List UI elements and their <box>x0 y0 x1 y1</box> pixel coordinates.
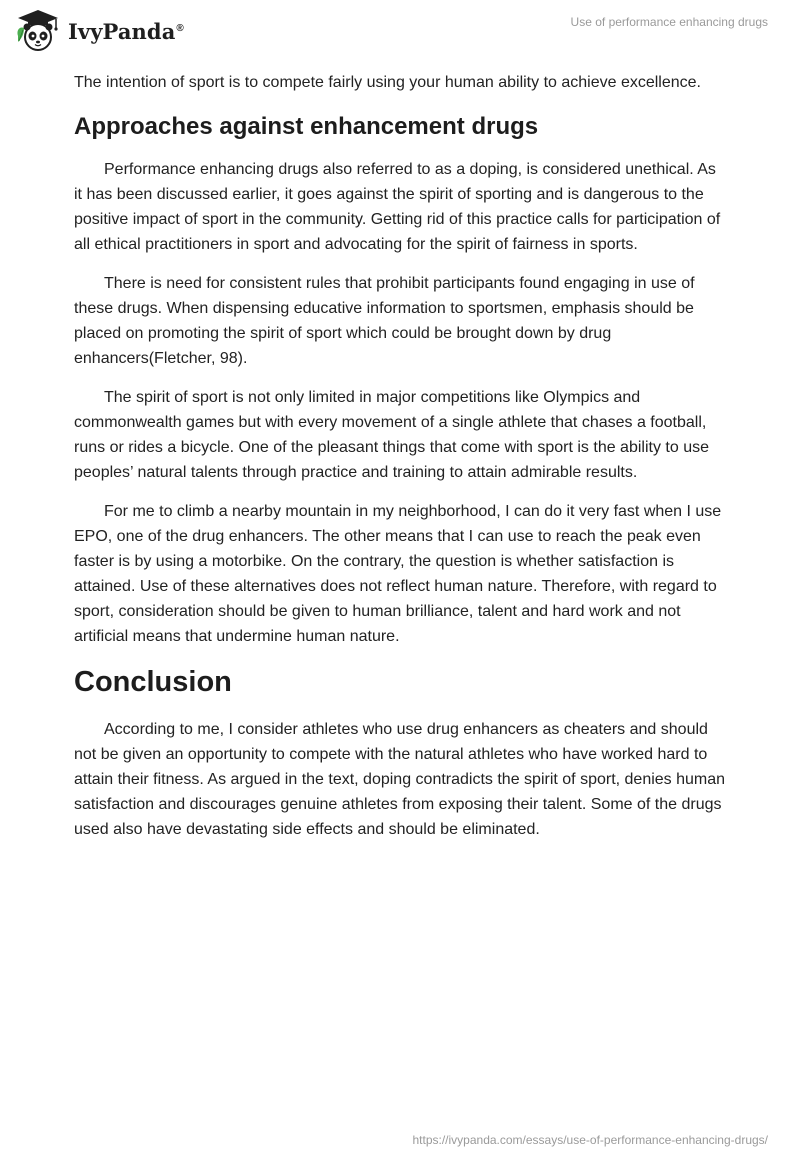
intro-paragraph: The intention of sport is to compete fairly using your human ability to achieve excellence. <box>74 74 701 91</box>
body-paragraph: For me to climb a nearby mountain in my neighborhood, I can do it very fast when I use EPO, one of the drug enhancers. The other means that I can use to reach the peak even faster is by using a motorbike. On the contrary, the question is whether satisfaction is attained. Use of these alternatives does not reflect human nature. Therefore, with regard to sport, consideration should be given to human brilliance, talent and hard work and not artificial means that undermine human nature. <box>74 503 722 645</box>
body-paragraph: There is need for consistent rules that prohibit participants found engaging in use of these drugs. When dispensing educative information to sportsmen, emphasis should be placed on promoting the spirit of sport which could be brought down by drug enhancers(Fletcher, 98). <box>74 275 695 367</box>
essay-content <box>74 70 726 856</box>
body-paragraph: The spirit of sport is not only limited in major competitions like Olympics and commonwealth games but with every movement of a single athlete that chases a football, runs or rides a bicycle. One of the pleasant things that come with sport is the ability to use peoples’ natural talents through practice and training to attain admirable results. <box>74 389 709 481</box>
document-title: Use of performance enhancing drugs <box>570 15 768 29</box>
body-paragraph: Performance enhancing drugs also referred to as a doping, is considered unethical. As it has been discussed earlier, it goes against the spirit of sporting and is dangerous to the positive impact of sport in the community. Getting rid of this practice calls for participation of all ethical practitioners in sport and advocating for the spirit of fairness in sports. <box>74 161 721 253</box>
section-heading-approaches: Approaches against enhancement drugs <box>74 113 539 140</box>
registered-mark: ® <box>176 22 184 34</box>
ivypanda-logo[interactable] <box>14 8 184 54</box>
source-url-link[interactable]: https://ivypanda.com/essays/use-of-performance-enhancing-drugs/ <box>412 1133 768 1147</box>
section-heading-conclusion: Conclusion <box>74 666 232 698</box>
panda-graduate-icon <box>14 8 62 54</box>
conclusion-paragraph: According to me, I consider athletes who use drug enhancers as cheaters and should not be given an opportunity to compete with the natural athletes who have worked hard to attain their fitness. As argued in the text, doping contradicts the spirit of sport, denies human satisfaction and discourages genuine athletes from exposing their talent. Some of the drugs used also have devastating side effects and should be eliminated. <box>74 721 726 838</box>
brand-name: IvyPanda® <box>68 18 184 44</box>
page-header <box>0 0 800 60</box>
